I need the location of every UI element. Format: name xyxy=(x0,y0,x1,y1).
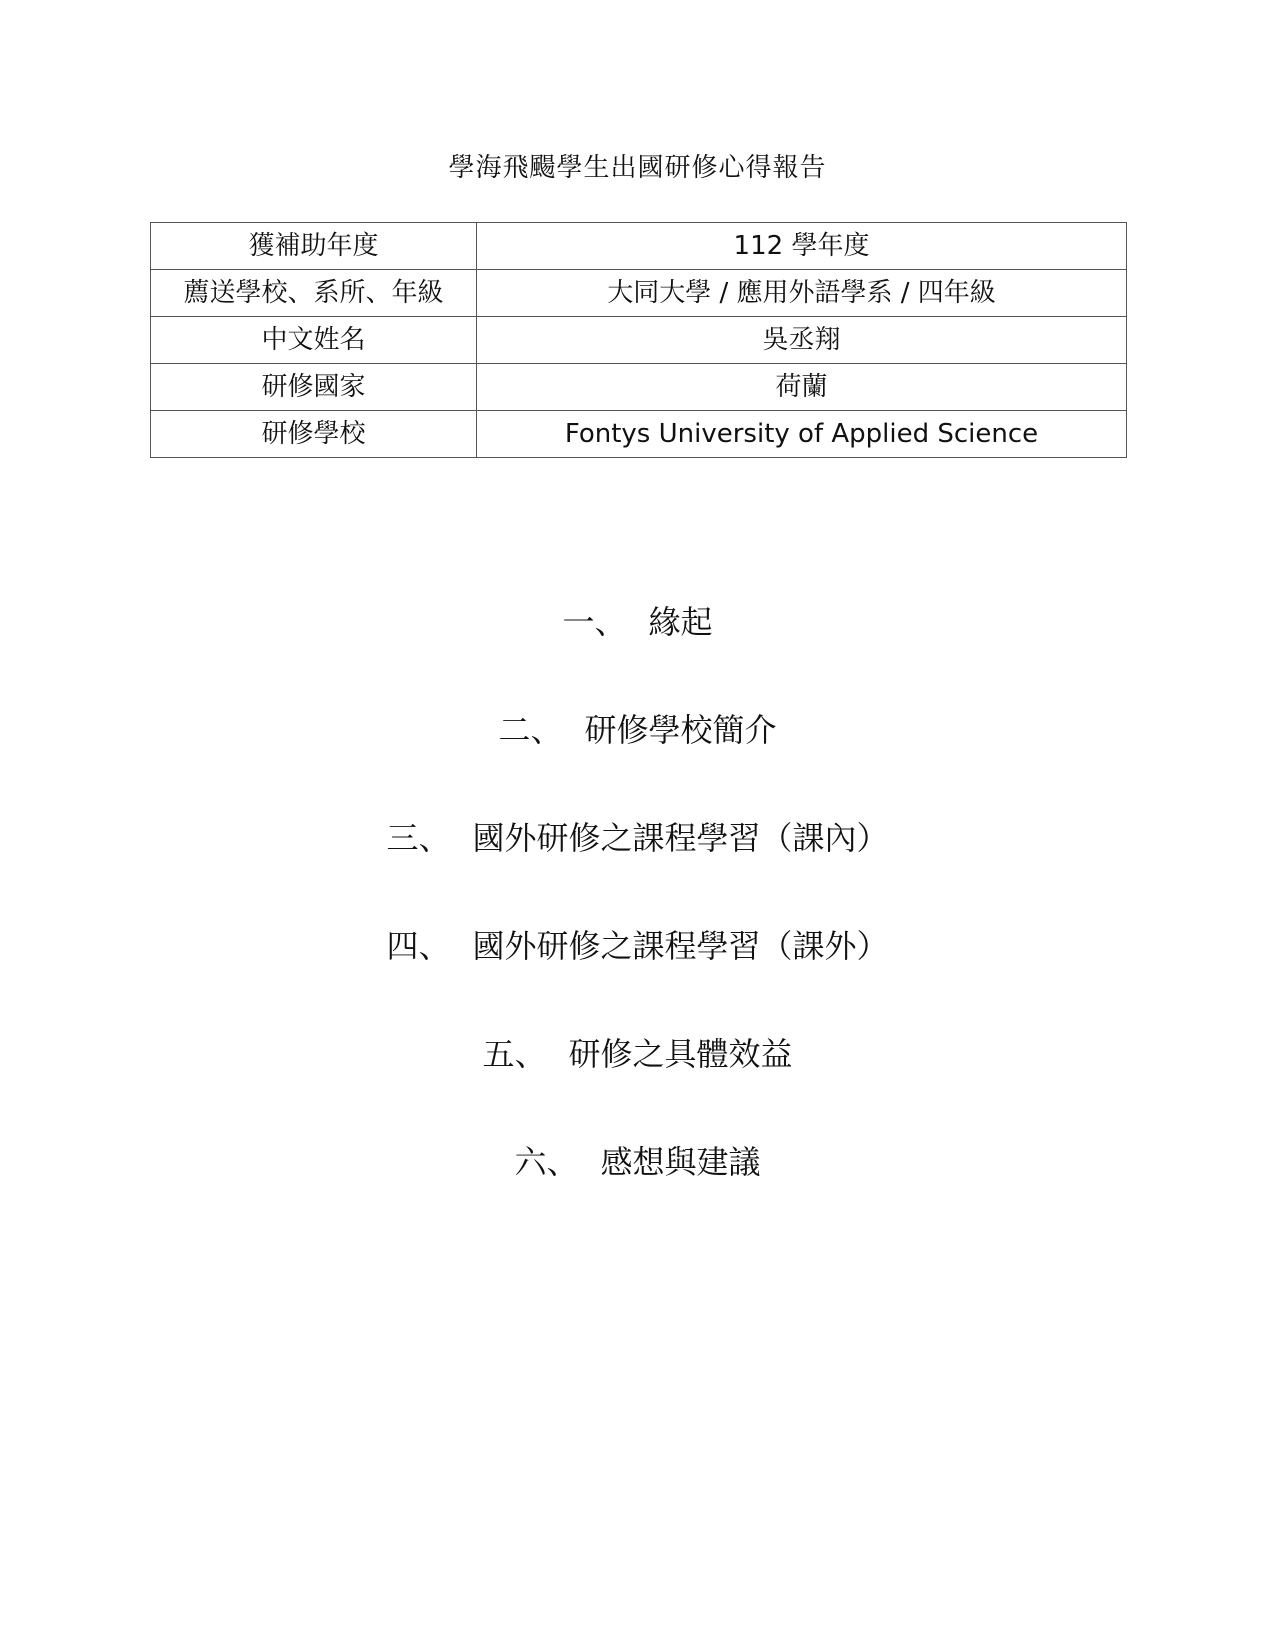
row-label: 中文姓名 xyxy=(151,317,477,364)
table-row xyxy=(151,223,1127,270)
table-row xyxy=(151,364,1127,411)
row-label: 研修國家 xyxy=(151,364,477,411)
row-label: 獲補助年度 xyxy=(151,223,477,270)
table-row xyxy=(151,270,1127,317)
section-title: 緣起 xyxy=(648,603,713,641)
section-heading xyxy=(0,600,1275,644)
row-value: 112 學年度 xyxy=(477,223,1127,270)
section-heading xyxy=(0,924,1275,968)
document-title: 學海飛颺學生出國研修心得報告 xyxy=(448,153,827,183)
section-number: 三、 xyxy=(386,819,451,857)
section-title: 國外研修之課程學習（課內） xyxy=(472,819,889,857)
section-number: 二、 xyxy=(498,711,563,749)
section-number: 六、 xyxy=(514,1143,579,1181)
section-title: 研修學校簡介 xyxy=(584,711,777,749)
row-value: 荷蘭 xyxy=(477,364,1127,411)
section-number: 一、 xyxy=(562,603,627,641)
table-row xyxy=(151,317,1127,364)
row-value: Fontys University of Applied Science xyxy=(477,411,1127,458)
info-table xyxy=(150,222,1127,458)
section-title: 感想與建議 xyxy=(600,1143,761,1181)
row-value: 吳丞翔 xyxy=(477,317,1127,364)
section-heading xyxy=(0,1140,1275,1184)
section-heading xyxy=(0,1032,1275,1076)
section-heading xyxy=(0,816,1275,860)
section-title: 研修之具體效益 xyxy=(568,1035,793,1073)
row-label: 研修學校 xyxy=(151,411,477,458)
section-heading xyxy=(0,708,1275,752)
section-title: 國外研修之課程學習（課外） xyxy=(472,927,889,965)
row-label: 薦送學校、系所、年級 xyxy=(151,270,477,317)
section-number: 四、 xyxy=(386,927,451,965)
section-number: 五、 xyxy=(482,1035,547,1073)
row-value: 大同大學 / 應用外語學系 / 四年級 xyxy=(477,270,1127,317)
table-row xyxy=(151,411,1127,458)
